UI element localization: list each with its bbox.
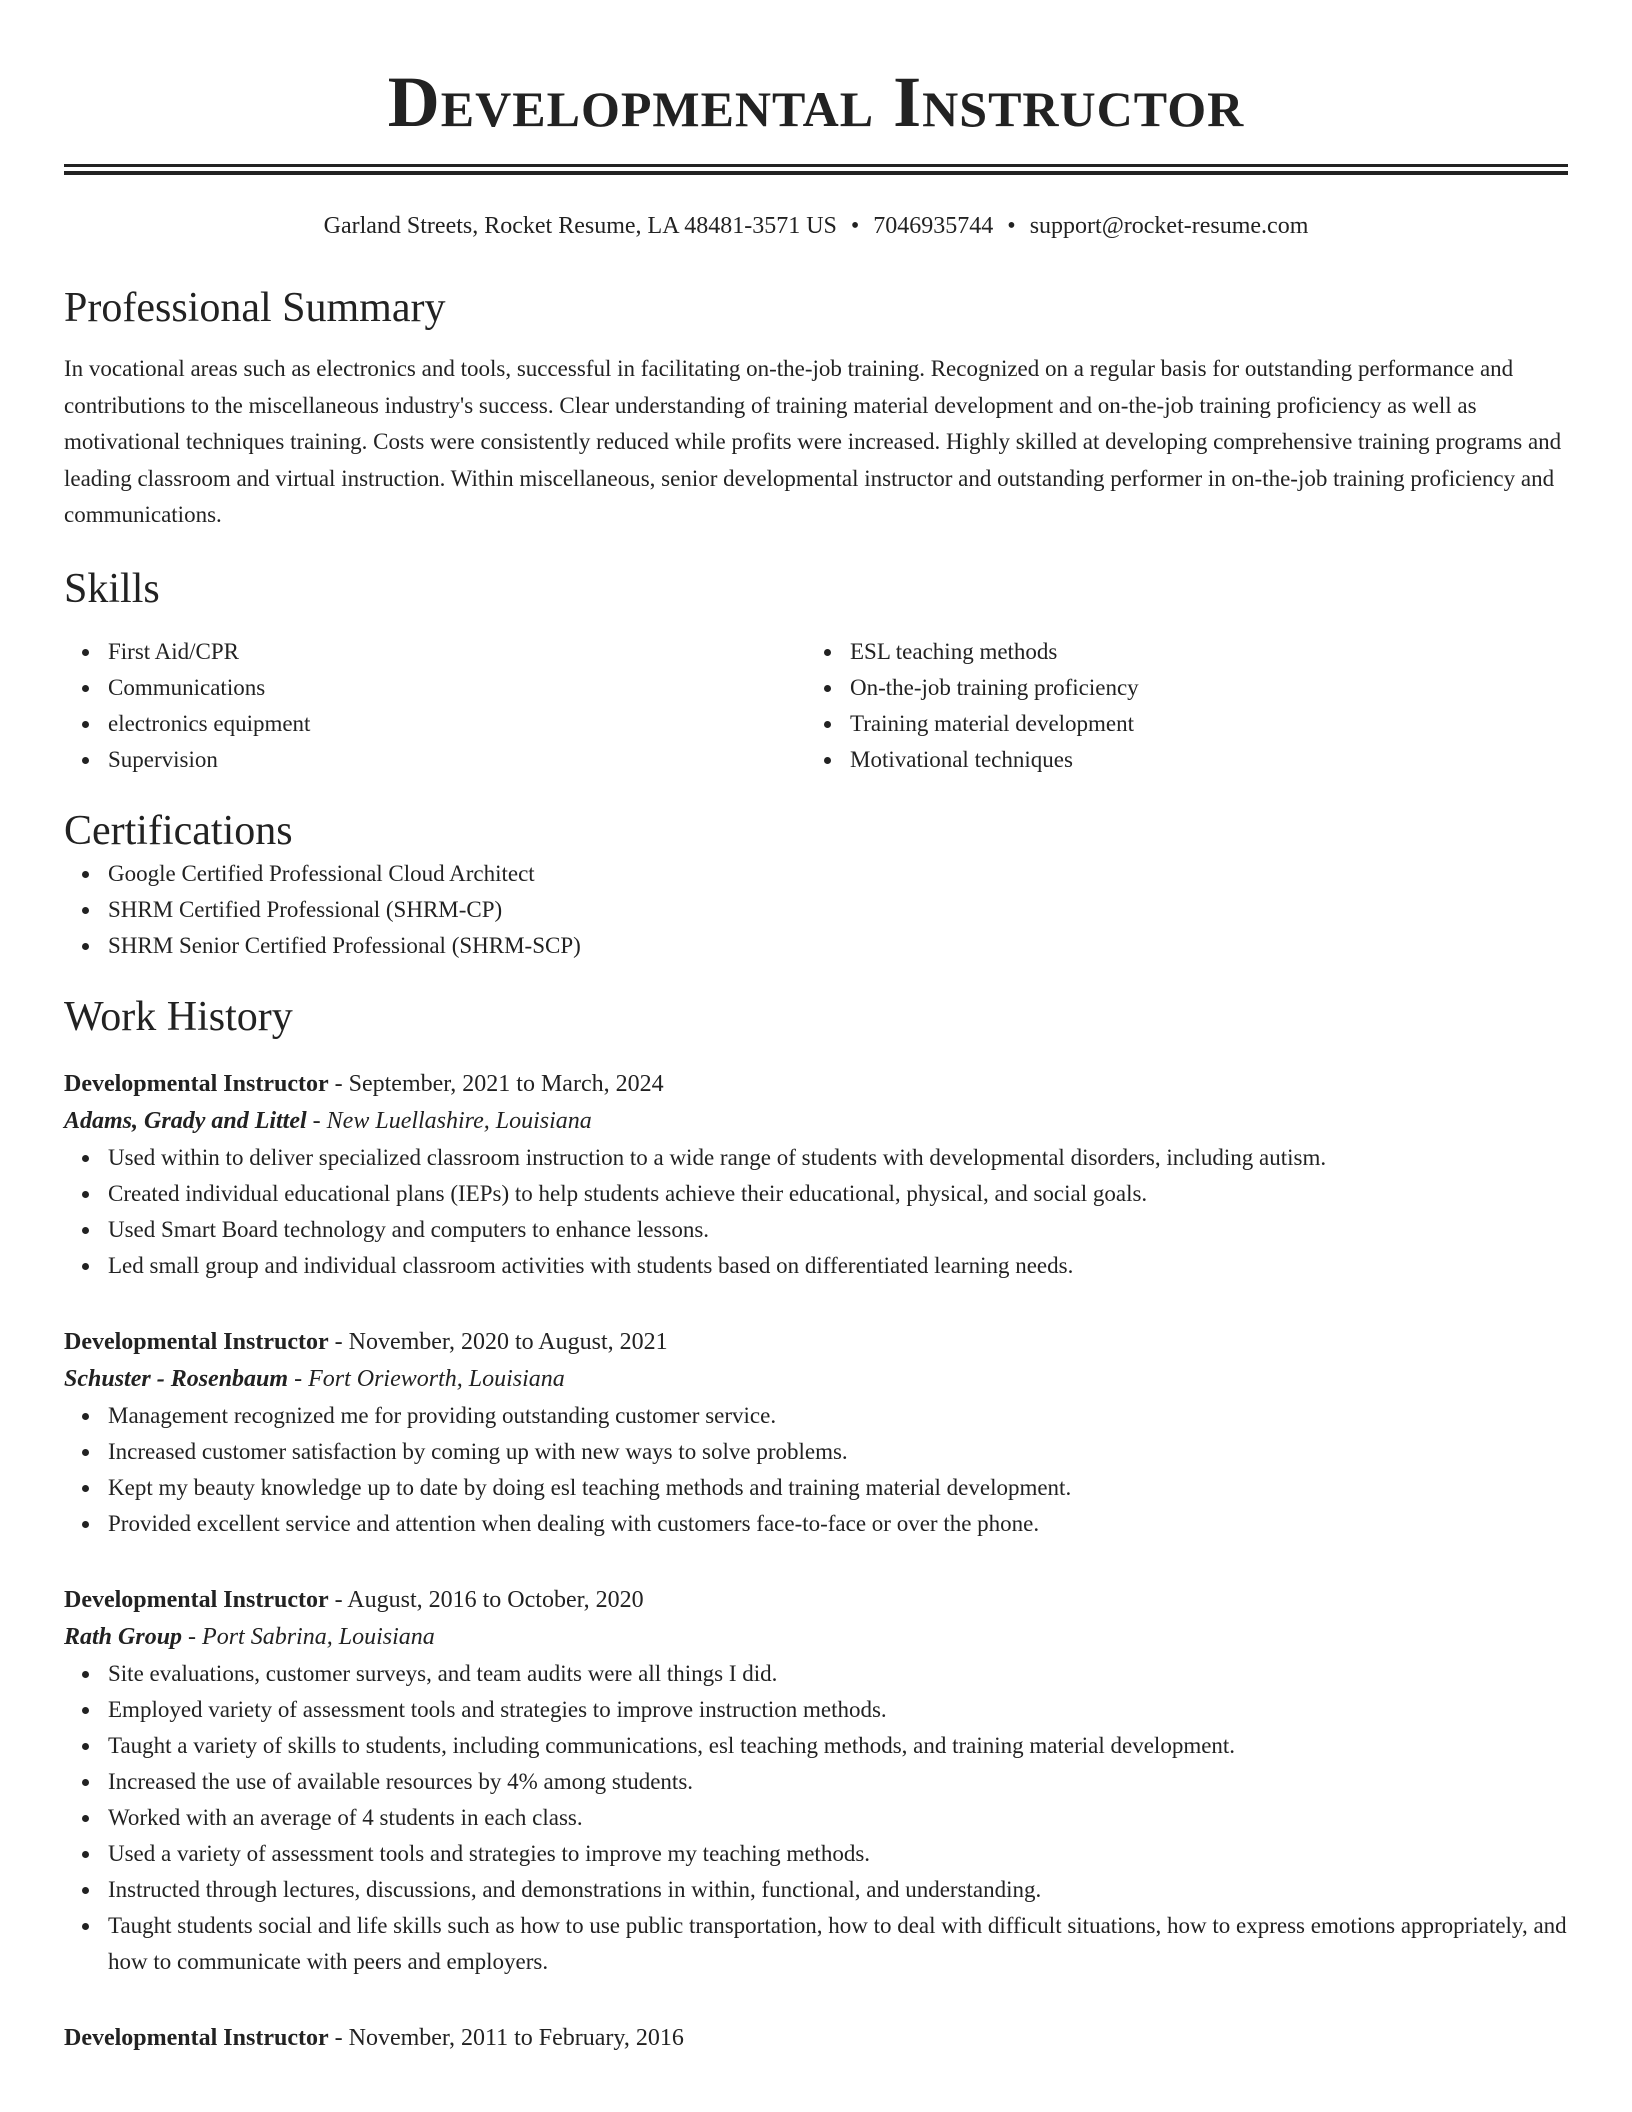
skills-list-left — [64, 634, 806, 778]
job-duty-item: Created individual educational plans (IEPs) to help students achieve their educational, physical, and social goals. — [108, 1176, 1568, 1212]
job-location: Fort Orieworth, Louisiana — [308, 1365, 565, 1392]
job-duty-item: Taught students social and life skills such as how to use public transportation, how to deal with difficult situations, how to express emotions appropriately, and how to communicate with peers and employers. — [108, 1908, 1568, 1980]
job-title-line: Developmental Instructor - November, 2020 to August, 2021 — [64, 1328, 668, 1355]
skill-item: On-the-job training proficiency — [850, 670, 1548, 706]
job-dates: November, 2020 to August, 2021 — [348, 1328, 668, 1355]
job-title: Developmental Instructor — [64, 2024, 329, 2051]
job-duty-item: Taught a variety of skills to students, including communications, esl teaching methods, and training material development. — [108, 1728, 1568, 1764]
job-duty-item: Kept my beauty knowledge up to date by doing esl teaching methods and training material development. — [108, 1470, 1568, 1506]
job-duty-item: Management recognized me for providing outstanding customer service. — [108, 1398, 1568, 1434]
work-history-heading: Work History — [64, 993, 293, 1040]
employer-line: Rath Group - Port Sabrina, Louisiana — [64, 1623, 435, 1650]
contact-separator: • — [1007, 213, 1016, 239]
skills-heading: Skills — [64, 565, 160, 612]
skills-list-right — [806, 634, 1548, 778]
employer-line: Adams, Grady and Littel - New Luellashire, Louisiana — [64, 1107, 592, 1134]
contact-address: Garland Streets, Rocket Resume, LA 48481-3571 US — [323, 213, 837, 239]
work-history-section — [64, 992, 1568, 2056]
job-dates: September, 2021 to March, 2024 — [348, 1070, 664, 1097]
job-entry — [64, 1324, 1568, 1542]
job-duties-list — [64, 1140, 1568, 1284]
employer-name: Rath Group — [64, 1623, 183, 1650]
job-location: Port Sabrina, Louisiana — [202, 1623, 435, 1650]
job-title: Developmental Instructor — [64, 1586, 329, 1613]
job-entry — [64, 1582, 1568, 1980]
certifications-section — [64, 806, 1568, 964]
job-duty-item: Employed variety of assessment tools and strategies to improve instruction methods. — [108, 1692, 1568, 1728]
skill-item: First Aid/CPR — [108, 634, 806, 670]
job-entry — [64, 1066, 1568, 1284]
skill-item: Motivational techniques — [850, 742, 1548, 778]
employer-line: Schuster - Rosenbaum - Fort Orieworth, Louisiana — [64, 1365, 565, 1392]
summary-section — [64, 283, 1568, 534]
job-title-line: Developmental Instructor - September, 2021 to March, 2024 — [64, 1070, 664, 1097]
employer-name: Adams, Grady and Littel — [64, 1107, 307, 1134]
job-title-line: Developmental Instructor - August, 2016 to October, 2020 — [64, 1586, 644, 1613]
job-duty-item: Site evaluations, customer surveys, and team audits were all things I did. — [108, 1656, 1568, 1692]
skill-item: electronics equipment — [108, 706, 806, 742]
job-duty-item: Used a variety of assessment tools and strategies to improve my teaching methods. — [108, 1836, 1568, 1872]
certifications-heading: Certifications — [64, 807, 293, 854]
certifications-list — [64, 856, 1568, 964]
skills-grid — [64, 634, 1568, 778]
summary-heading: Professional Summary — [64, 285, 446, 331]
skill-item: Training material development — [850, 706, 1548, 742]
certification-item: SHRM Certified Professional (SHRM-CP) — [108, 892, 1568, 928]
employer-name: Schuster - Rosenbaum — [64, 1365, 289, 1392]
job-title: Developmental Instructor — [64, 1070, 329, 1097]
contact-phone: 7046935744 — [873, 213, 994, 239]
job-duty-item: Provided excellent service and attention when dealing with customers face-to-face or over the phone. — [108, 1506, 1568, 1542]
job-duties-list — [64, 1656, 1568, 1980]
resume-title: Developmental Instructor — [387, 62, 1245, 142]
job-duty-item: Increased the use of available resources by 4% among students. — [108, 1764, 1568, 1800]
job-dates: November, 2011 to February, 2016 — [348, 2024, 684, 2051]
job-title-line: Developmental Instructor - November, 2011 to February, 2016 — [64, 2024, 684, 2051]
skills-section — [64, 564, 1568, 778]
skill-item: Supervision — [108, 742, 806, 778]
skills-column-left — [64, 634, 806, 778]
contact-separator: • — [850, 213, 860, 239]
job-duty-item: Used Smart Board technology and computers to enhance lessons. — [108, 1212, 1568, 1248]
job-duty-item: Instructed through lectures, discussions, and demonstrations in within, functional, and understanding. — [108, 1872, 1568, 1908]
job-location: New Luellashire, Louisiana — [326, 1107, 592, 1134]
certification-item: SHRM Senior Certified Professional (SHRM-SCP) — [108, 928, 1568, 964]
job-dates: August, 2016 to October, 2020 — [347, 1586, 644, 1613]
job-duty-item: Worked with an average of 4 students in each class. — [108, 1800, 1568, 1836]
contact-email: support@rocket-resume.com — [1029, 213, 1309, 239]
skill-item: ESL teaching methods — [850, 634, 1548, 670]
job-title: Developmental Instructor — [64, 1328, 329, 1355]
job-duty-item: Increased customer satisfaction by coming up with new ways to solve problems. — [108, 1434, 1568, 1470]
certification-item: Google Certified Professional Cloud Architect — [108, 856, 1568, 892]
skill-item: Communications — [108, 670, 806, 706]
job-entry — [64, 2020, 1568, 2056]
skills-column-right — [806, 634, 1548, 778]
contact-info — [64, 211, 1568, 241]
title-divider — [64, 164, 1568, 175]
summary-text: In vocational areas such as electronics and tools, successful in facilitating on-the-job training. Recognized on a regular basis for outstanding performance and contributions to the miscellaneous industry's success. Clear understanding of training material development and on-the-job training proficiency as well as motivational techniques training. Costs were consistently reduced while profits were increased. Highly skilled at developing comprehensive training programs and leading classroom and virtual instruction. Within miscellaneous, senior developmental instructor and outstanding performer in on-the-job training proficiency and communications. — [64, 356, 1562, 527]
job-duty-item: Led small group and individual classroom activities with students based on differentiated learning needs. — [108, 1248, 1568, 1284]
job-duties-list — [64, 1398, 1568, 1542]
job-duty-item: Used within to deliver specialized classroom instruction to a wide range of students with developmental disorders, including autism. — [108, 1140, 1568, 1176]
